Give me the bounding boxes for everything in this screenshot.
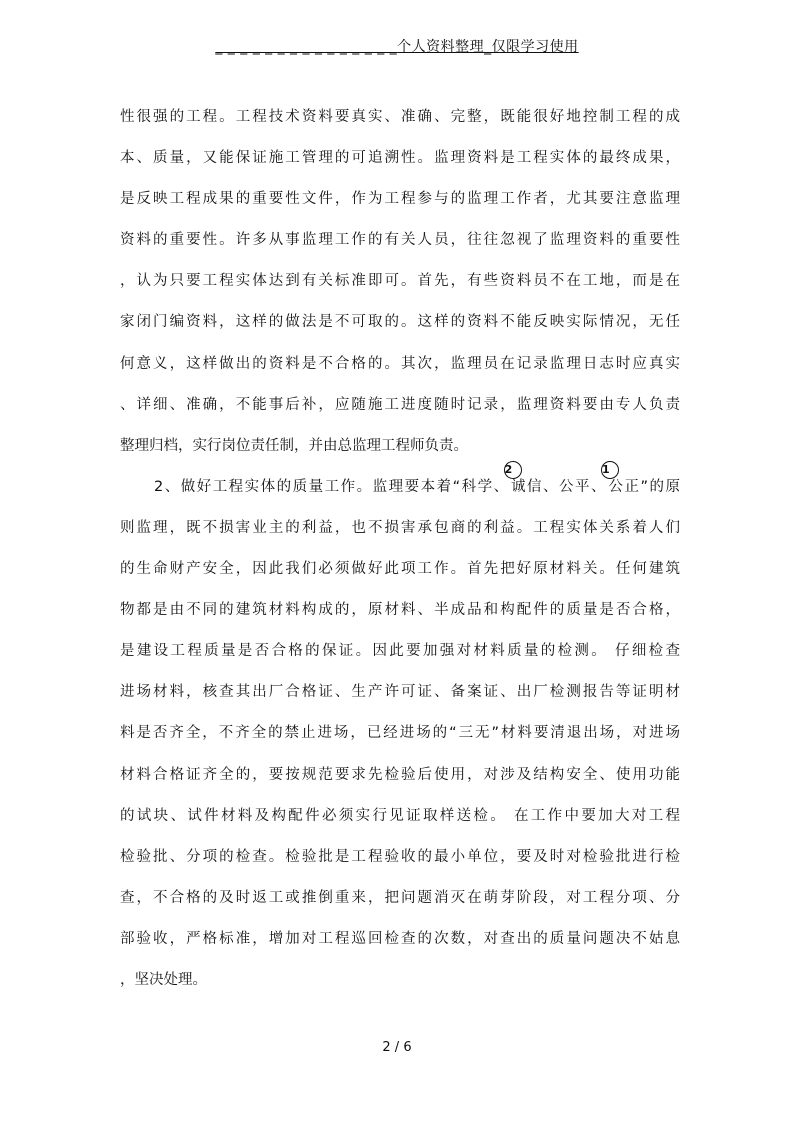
text-line: 的试块、试件材料及构配件必须实行见证取样送检。 在工作中要加大对工程	[120, 807, 680, 824]
text-line: 查，不合格的及时返工或推倒重来，把问题消灭在萌芽阶段，对工程分项、分	[120, 889, 680, 906]
document-body	[120, 97, 680, 1001]
text-line: ，坚决处理。	[120, 971, 207, 988]
paragraph-2-first-line: 2、做好工程实体的质量工作。监理要本着“科学、 2 诚信、公平、 1 公正”的原	[154, 462, 680, 495]
text-line: 整理归档，实行岗位责任制，并由总监理工程师负责。	[120, 437, 468, 454]
page-number: 2 / 6	[382, 1040, 412, 1055]
text-line: 性很强的工程。工程技术资料要真实、准确、完整，既能很好地控制工程的成	[120, 109, 680, 125]
text-line: 本、质量，又能保证施工管理的可追溯性。监理资料是工程实体的最终成果，	[120, 150, 680, 167]
text-line: 检验批、分项的检查。检验批是工程验收的最小单位，要及时对检验批进行检	[120, 848, 680, 865]
text-line: 物都是由不同的建筑材料构成的，原材料、半成品和构配件的质量是否合格，	[120, 602, 680, 619]
text-segment: 公正”的原	[607, 478, 680, 495]
text-line: 资料的重要性。许多从事监理工作的有关人员，往往忽视了监理资料的重要性	[120, 232, 680, 249]
page-header	[0, 36, 794, 56]
text-line: ，认为只要工程实体达到有关标准即可。首先，有些资料员不在工地，而是在	[120, 273, 680, 290]
text-line: 、详细、准确，不能事后补，应随施工进度随时记录，监理资料要由专人负责	[120, 396, 680, 413]
text-line: 材料合格证齐全的，要按规范要求先检验后使用，对涉及结构安全、使用功能	[120, 766, 680, 783]
text-segment: 2、做好工程实体的质量工作。监理要本着“科学、	[154, 478, 510, 495]
text-line: 则监理，既不损害业主的利益，也不损害承包商的利益。工程实体关系着人们	[120, 519, 680, 536]
text-line: 进场材料，核查其出厂合格证、生产许可证、备案证、出厂检测报告等证明材	[120, 684, 680, 701]
text-line: 是反映工程成果的重要性文件，作为工程参与的监理工作者，尤其要注意监理	[120, 191, 680, 208]
text-line: 部验收，严格标准，增加对工程巡回检查的次数，对查出的质量问题决不姑息	[120, 930, 680, 947]
text-line: 料是否齐全，不齐全的禁止进场，已经进场的“三无”材料要清退出场，对进场	[120, 725, 680, 742]
text-line: 是建设工程质量是否合格的保证。因此要加强对材料质量的检测。 仔细检查	[120, 643, 680, 660]
header-rule: _ _ _ _ _ _ _ _ _ _ _ _ _ _ _	[215, 39, 398, 55]
header-title: 个人资料整理_仅限学习使用	[397, 39, 579, 55]
text-line: 的生命财产安全，因此我们必须做好此项工作。首先把好原材料关。任何建筑	[120, 561, 680, 578]
text-segment: 诚信、公平、	[509, 478, 608, 495]
text-line: 何意义，这样做出的资料是不合格的。其次，监理员在记录监理日志时应真实	[120, 355, 680, 372]
text-line: 家闭门编资料，这样的做法是不可取的。这样的资料不能反映实际情况，无任	[120, 314, 680, 331]
